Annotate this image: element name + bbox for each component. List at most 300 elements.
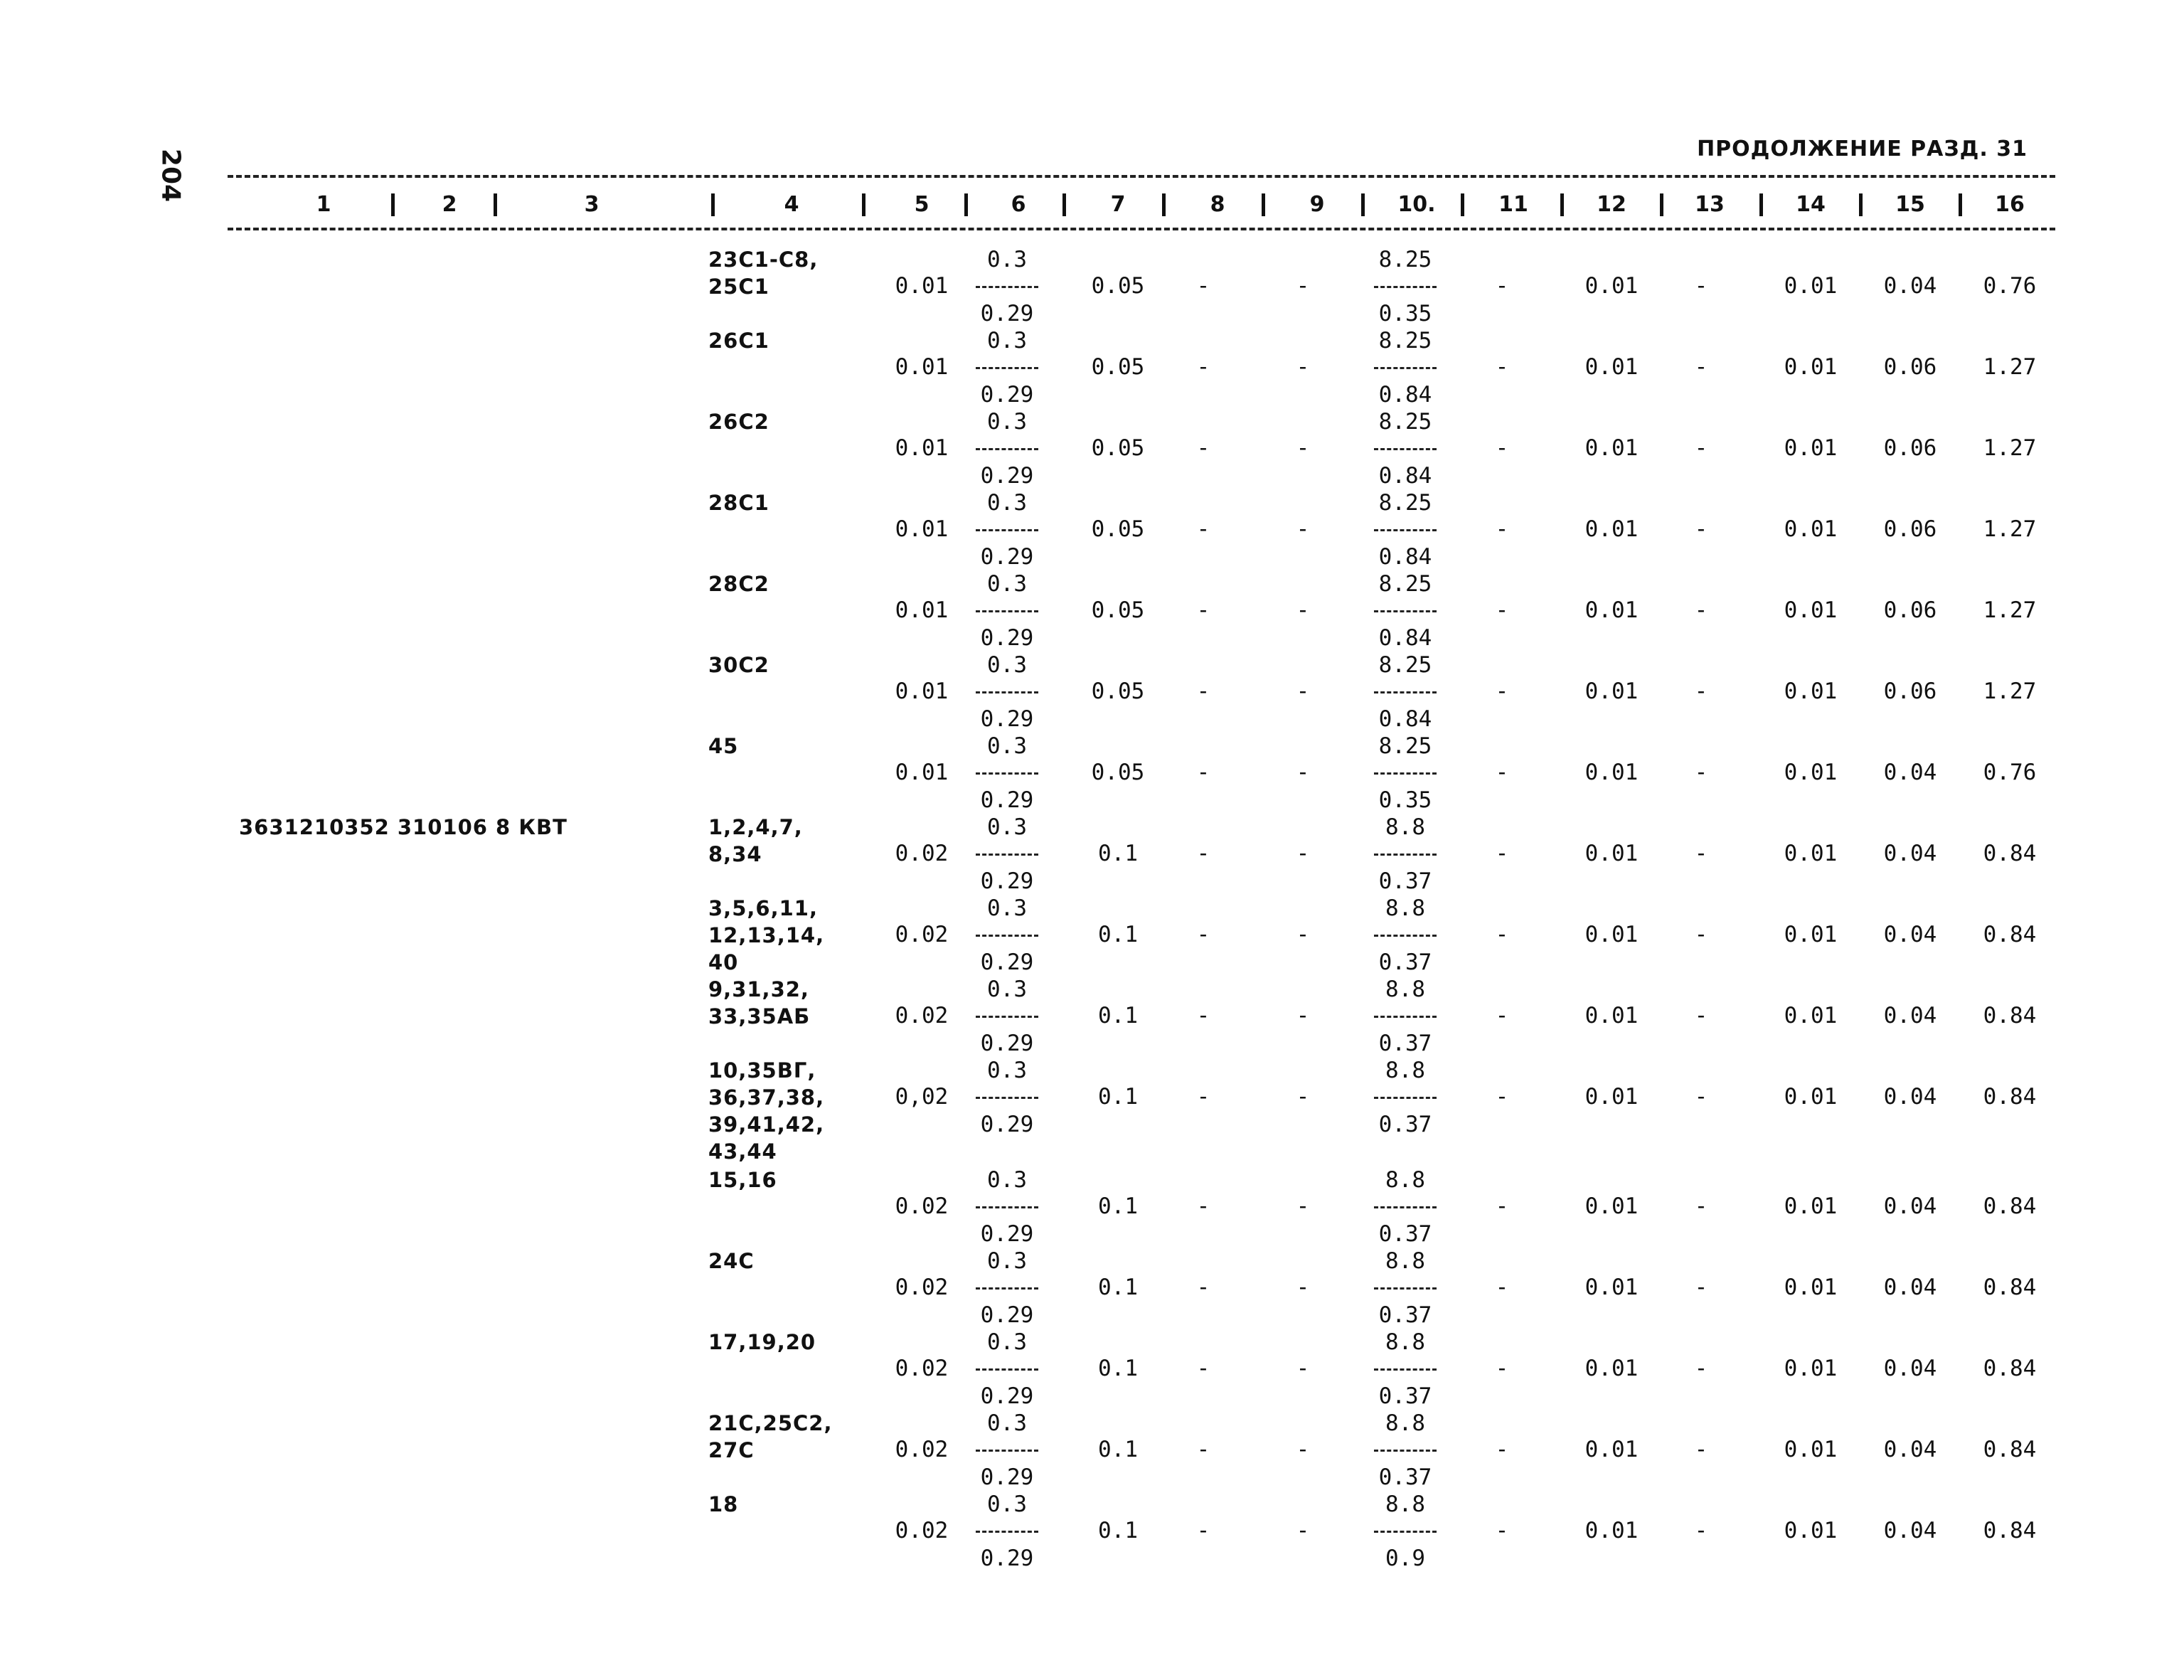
column-header-10: 10. — [1397, 192, 1436, 217]
column-separator — [1560, 193, 1564, 216]
row-name: 10,35ВГ, 36,37,38, 39,41,42, 43,44 — [708, 1058, 825, 1164]
cell-c15: 0.04 — [1883, 1193, 1937, 1219]
fraction-bar — [971, 1084, 1043, 1111]
cell-c16: 0.84 — [1983, 1356, 2037, 1381]
fraction-bar — [1370, 1275, 1441, 1302]
cell-c8: - — [1196, 1437, 1210, 1462]
cell-c5: 0.02 — [895, 841, 949, 866]
fraction-c10 — [1370, 814, 1441, 895]
fraction-denominator: 0.29 — [980, 950, 1034, 975]
fraction-denominator: 0.29 — [980, 868, 1034, 894]
fraction-bar — [1370, 679, 1441, 706]
fraction-numerator: 8.25 — [1378, 328, 1432, 353]
fraction-c6 — [971, 1057, 1043, 1138]
fraction-numerator: 0.3 — [987, 733, 1027, 759]
fraction-denominator: 0.29 — [980, 463, 1034, 489]
cell-c12: 0.01 — [1584, 1275, 1639, 1300]
cell-c15: 0.04 — [1883, 760, 1937, 785]
fraction-denominator: 0.29 — [980, 1383, 1034, 1409]
fraction-denominator: 0.29 — [980, 1302, 1034, 1328]
column-header-4: 4 — [784, 192, 799, 217]
cell-c7: 0.1 — [1098, 1437, 1138, 1462]
fraction-denominator: 0.9 — [1385, 1546, 1425, 1571]
fraction-c6 — [971, 408, 1043, 489]
cell-c13: - — [1694, 760, 1708, 785]
cell-c9: - — [1296, 597, 1310, 623]
fraction-bar — [1370, 597, 1441, 624]
cell-c15: 0.04 — [1883, 1084, 1937, 1110]
cell-c12: 0.01 — [1584, 760, 1639, 785]
cell-c11: - — [1495, 1518, 1509, 1543]
cell-c16: 0.76 — [1983, 273, 2037, 299]
cell-c11: - — [1495, 922, 1509, 947]
fraction-c6 — [971, 1491, 1043, 1572]
cell-c5: 0.02 — [895, 922, 949, 947]
fraction-bar — [1370, 435, 1441, 462]
top-rule — [228, 175, 2055, 178]
cell-c8: - — [1196, 597, 1210, 623]
column-header-16: 16 — [1995, 192, 2025, 217]
fraction-c10 — [1370, 1248, 1441, 1329]
fraction-denominator: 0.37 — [1378, 1302, 1432, 1328]
fraction-bar — [971, 841, 1043, 868]
cell-c5: 0,02 — [895, 1084, 949, 1110]
cell-c14: 0.01 — [1784, 597, 1838, 623]
cell-c9: - — [1296, 1084, 1310, 1110]
fraction-numerator: 0.3 — [987, 652, 1027, 678]
cell-c13: - — [1694, 1003, 1708, 1028]
fraction-numerator: 0.3 — [987, 1248, 1027, 1274]
fraction-c6 — [971, 1410, 1043, 1491]
cell-c11: - — [1495, 760, 1509, 785]
fraction-numerator: 8.25 — [1378, 490, 1432, 516]
fraction-denominator: 0.29 — [980, 1464, 1034, 1490]
cell-c15: 0.04 — [1883, 1275, 1937, 1300]
column-header-12: 12 — [1597, 192, 1626, 217]
fraction-c6 — [971, 814, 1043, 895]
fraction-numerator: 8.25 — [1378, 409, 1432, 435]
cell-c15: 0.04 — [1883, 273, 1937, 299]
fraction-c10 — [1370, 246, 1441, 327]
fraction-bar — [971, 922, 1043, 949]
fraction-bar — [971, 516, 1043, 543]
fraction-c10 — [1370, 1410, 1441, 1491]
fraction-bar — [971, 435, 1043, 462]
cell-c13: - — [1694, 1084, 1708, 1110]
cell-c16: 1.27 — [1983, 597, 2037, 623]
row-name: 15,16 — [708, 1168, 777, 1192]
cell-c8: - — [1196, 1193, 1210, 1219]
column-separator — [1759, 193, 1763, 216]
cell-c7: 0.05 — [1091, 760, 1145, 785]
cell-c5: 0.01 — [895, 435, 949, 461]
row-name: 23С1-С8, 25С1 — [708, 248, 819, 299]
cell-c15: 0.06 — [1883, 354, 1937, 380]
row-name: 21С,25С2, 27С — [708, 1411, 833, 1462]
column-header-9: 9 — [1309, 192, 1325, 217]
fraction-denominator: 0.84 — [1378, 625, 1432, 651]
cell-c15: 0.06 — [1883, 516, 1937, 542]
fraction-numerator: 0.3 — [987, 1492, 1027, 1517]
fraction-denominator: 0.84 — [1378, 463, 1432, 489]
cell-c16: 0.84 — [1983, 1003, 2037, 1028]
cell-c13: - — [1694, 435, 1708, 461]
cell-c13: - — [1694, 679, 1708, 704]
fraction-numerator: 0.3 — [987, 895, 1027, 921]
fraction-denominator: 0.37 — [1378, 1031, 1432, 1056]
column-separator — [964, 193, 968, 216]
cell-c7: 0.1 — [1098, 922, 1138, 947]
row-name: 26С2 — [708, 410, 769, 434]
fraction-denominator: 0.35 — [1378, 787, 1432, 813]
column-header-11: 11 — [1498, 192, 1528, 217]
fraction-c10 — [1370, 489, 1441, 570]
fraction-c6 — [971, 976, 1043, 1057]
column-header-5: 5 — [914, 192, 929, 217]
column-separator — [391, 193, 395, 216]
fraction-c6 — [971, 327, 1043, 408]
cell-c16: 1.27 — [1983, 354, 2037, 380]
cell-c13: - — [1694, 516, 1708, 542]
cell-c14: 0.01 — [1784, 516, 1838, 542]
cell-c14: 0.01 — [1784, 1193, 1838, 1219]
cell-c5: 0.01 — [895, 679, 949, 704]
fraction-denominator: 0.29 — [980, 544, 1034, 570]
fraction-numerator: 0.3 — [987, 977, 1027, 1002]
fraction-numerator: 8.25 — [1378, 247, 1432, 272]
row-name: 26С1 — [708, 329, 769, 353]
fraction-c10 — [1370, 895, 1441, 976]
fraction-c10 — [1370, 327, 1441, 408]
cell-c13: - — [1694, 273, 1708, 299]
fraction-c6 — [971, 246, 1043, 327]
fraction-c6 — [971, 1166, 1043, 1248]
cell-c9: - — [1296, 841, 1310, 866]
fraction-denominator: 0.37 — [1378, 868, 1432, 894]
fraction-denominator: 0.35 — [1378, 301, 1432, 326]
fraction-c10 — [1370, 976, 1441, 1057]
fraction-bar — [1370, 516, 1441, 543]
cell-c7: 0.05 — [1091, 354, 1145, 380]
fraction-bar — [971, 597, 1043, 624]
cell-c9: - — [1296, 922, 1310, 947]
fraction-c10 — [1370, 652, 1441, 733]
fraction-bar — [1370, 1356, 1441, 1383]
cell-c5: 0.01 — [895, 597, 949, 623]
cell-c12: 0.01 — [1584, 354, 1639, 380]
column-separator — [494, 193, 497, 216]
cell-c5: 0.01 — [895, 760, 949, 785]
column-header-14: 14 — [1796, 192, 1826, 217]
fraction-denominator: 0.29 — [980, 1031, 1034, 1056]
fraction-numerator: 0.3 — [987, 814, 1027, 840]
cell-c16: 1.27 — [1983, 679, 2037, 704]
column-separator — [1361, 193, 1365, 216]
row-name: 9,31,32, 33,35АБ — [708, 977, 811, 1028]
fraction-bar — [971, 760, 1043, 787]
column-separator — [1859, 193, 1863, 216]
cell-c11: - — [1495, 1437, 1509, 1462]
col1-label: 3631210352 310106 8 КВТ — [239, 815, 568, 839]
cell-c7: 0.05 — [1091, 273, 1145, 299]
cell-c14: 0.01 — [1784, 354, 1838, 380]
column-header-15: 15 — [1895, 192, 1925, 217]
cell-c11: - — [1495, 679, 1509, 704]
fraction-numerator: 8.8 — [1385, 1410, 1425, 1436]
fraction-bar — [1370, 760, 1441, 787]
fraction-bar — [971, 1275, 1043, 1302]
cell-c12: 0.01 — [1584, 679, 1639, 704]
fraction-bar — [971, 1193, 1043, 1221]
cell-c14: 0.01 — [1784, 435, 1838, 461]
fraction-bar — [971, 273, 1043, 300]
row-name: 30С2 — [708, 653, 769, 677]
table-header — [0, 192, 2184, 220]
cell-c14: 0.01 — [1784, 1356, 1838, 1381]
column-header-7: 7 — [1110, 192, 1126, 217]
column-separator — [1062, 193, 1066, 216]
cell-c12: 0.01 — [1584, 1356, 1639, 1381]
cell-c16: 0.84 — [1983, 1437, 2037, 1462]
cell-c7: 0.05 — [1091, 679, 1145, 704]
cell-c14: 0.01 — [1784, 922, 1838, 947]
column-separator — [1162, 193, 1166, 216]
column-header-3: 3 — [584, 192, 600, 217]
fraction-c6 — [971, 733, 1043, 814]
cell-c8: - — [1196, 760, 1210, 785]
cell-c16: 1.27 — [1983, 435, 2037, 461]
cell-c5: 0.02 — [895, 1275, 949, 1300]
cell-c8: - — [1196, 922, 1210, 947]
cell-c11: - — [1495, 1275, 1509, 1300]
section-title: ПРОДОЛЖЕНИЕ РАЗД. 31 — [1697, 137, 2028, 161]
cell-c14: 0.01 — [1784, 760, 1838, 785]
column-separator — [1262, 193, 1265, 216]
cell-c12: 0.01 — [1584, 516, 1639, 542]
cell-c8: - — [1196, 1084, 1210, 1110]
cell-c15: 0.04 — [1883, 1437, 1937, 1462]
fraction-denominator: 0.29 — [980, 706, 1034, 732]
cell-c7: 0.05 — [1091, 516, 1145, 542]
cell-c13: - — [1694, 1518, 1708, 1543]
fraction-numerator: 0.3 — [987, 409, 1027, 435]
cell-c9: - — [1296, 1003, 1310, 1028]
cell-c9: - — [1296, 679, 1310, 704]
fraction-bar — [1370, 841, 1441, 868]
fraction-denominator: 0.37 — [1378, 1112, 1432, 1137]
cell-c5: 0.02 — [895, 1437, 949, 1462]
cell-c12: 0.01 — [1584, 922, 1639, 947]
fraction-denominator: 0.29 — [980, 787, 1034, 813]
fraction-numerator: 0.3 — [987, 247, 1027, 272]
cell-c8: - — [1196, 1275, 1210, 1300]
fraction-bar — [1370, 273, 1441, 300]
cell-c12: 0.01 — [1584, 1084, 1639, 1110]
fraction-bar — [1370, 1437, 1441, 1464]
fraction-denominator: 0.84 — [1378, 706, 1432, 732]
fraction-numerator: 8.8 — [1385, 977, 1425, 1002]
cell-c13: - — [1694, 1356, 1708, 1381]
row-name: 18 — [708, 1492, 739, 1516]
fraction-numerator: 8.8 — [1385, 814, 1425, 840]
fraction-denominator: 0.29 — [980, 1546, 1034, 1571]
cell-c13: - — [1694, 354, 1708, 380]
fraction-denominator: 0.37 — [1378, 950, 1432, 975]
column-separator — [862, 193, 865, 216]
fraction-bar — [1370, 1518, 1441, 1545]
fraction-denominator: 0.84 — [1378, 544, 1432, 570]
cell-c12: 0.01 — [1584, 597, 1639, 623]
cell-c8: - — [1196, 1518, 1210, 1543]
cell-c8: - — [1196, 516, 1210, 542]
fraction-numerator: 0.3 — [987, 328, 1027, 353]
fraction-numerator: 8.8 — [1385, 895, 1425, 921]
cell-c14: 0.01 — [1784, 1003, 1838, 1028]
cell-c16: 0.84 — [1983, 1275, 2037, 1300]
cell-c12: 0.01 — [1584, 435, 1639, 461]
cell-c16: 1.27 — [1983, 516, 2037, 542]
column-separator — [1461, 193, 1464, 216]
cell-c8: - — [1196, 679, 1210, 704]
row-name: 24С — [708, 1249, 755, 1273]
cell-c14: 0.01 — [1784, 1518, 1838, 1543]
fraction-c6 — [971, 489, 1043, 570]
row-name: 28С1 — [708, 491, 769, 515]
fraction-bar — [1370, 1003, 1441, 1030]
fraction-numerator: 0.3 — [987, 1058, 1027, 1083]
fraction-bar — [1370, 354, 1441, 381]
cell-c9: - — [1296, 1518, 1310, 1543]
cell-c15: 0.06 — [1883, 597, 1937, 623]
cell-c5: 0.02 — [895, 1356, 949, 1381]
header-rule — [228, 228, 2055, 230]
cell-c16: 0.84 — [1983, 841, 2037, 866]
cell-c14: 0.01 — [1784, 841, 1838, 866]
fraction-numerator: 8.8 — [1385, 1058, 1425, 1083]
cell-c5: 0.01 — [895, 516, 949, 542]
cell-c16: 0.84 — [1983, 1518, 2037, 1543]
cell-c11: - — [1495, 597, 1509, 623]
fraction-numerator: 8.8 — [1385, 1248, 1425, 1274]
cell-c7: 0.05 — [1091, 435, 1145, 461]
column-header-8: 8 — [1210, 192, 1225, 217]
fraction-denominator: 0.84 — [1378, 382, 1432, 408]
fraction-c10 — [1370, 1491, 1441, 1572]
fraction-numerator: 0.3 — [987, 571, 1027, 597]
cell-c13: - — [1694, 1275, 1708, 1300]
cell-c9: - — [1296, 435, 1310, 461]
page-number: 204 — [156, 148, 186, 203]
fraction-denominator: 0.29 — [980, 382, 1034, 408]
cell-c11: - — [1495, 1003, 1509, 1028]
fraction-c6 — [971, 652, 1043, 733]
column-header-13: 13 — [1695, 192, 1725, 217]
cell-c11: - — [1495, 435, 1509, 461]
fraction-numerator: 8.8 — [1385, 1329, 1425, 1355]
cell-c11: - — [1495, 273, 1509, 299]
column-header-2: 2 — [442, 192, 457, 217]
cell-c8: - — [1196, 1356, 1210, 1381]
cell-c11: - — [1495, 1193, 1509, 1219]
cell-c7: 0.1 — [1098, 1193, 1138, 1219]
row-name: 28С2 — [708, 572, 769, 596]
fraction-bar — [1370, 1084, 1441, 1111]
fraction-c6 — [971, 1248, 1043, 1329]
cell-c11: - — [1495, 1084, 1509, 1110]
cell-c5: 0.01 — [895, 354, 949, 380]
cell-c15: 0.06 — [1883, 435, 1937, 461]
column-separator — [711, 193, 715, 216]
cell-c16: 0.76 — [1983, 760, 2037, 785]
fraction-c6 — [971, 895, 1043, 976]
cell-c11: - — [1495, 1356, 1509, 1381]
cell-c9: - — [1296, 354, 1310, 380]
cell-c7: 0.1 — [1098, 1275, 1138, 1300]
cell-c15: 0.06 — [1883, 679, 1937, 704]
cell-c15: 0.04 — [1883, 1003, 1937, 1028]
column-separator — [1959, 193, 1962, 216]
cell-c13: - — [1694, 1437, 1708, 1462]
cell-c12: 0.01 — [1584, 273, 1639, 299]
fraction-denominator: 0.29 — [980, 1221, 1034, 1247]
fraction-bar — [971, 1356, 1043, 1383]
cell-c9: - — [1296, 1193, 1310, 1219]
fraction-bar — [971, 354, 1043, 381]
cell-c14: 0.01 — [1784, 1437, 1838, 1462]
cell-c7: 0.1 — [1098, 1003, 1138, 1028]
cell-c12: 0.01 — [1584, 1518, 1639, 1543]
cell-c14: 0.01 — [1784, 679, 1838, 704]
fraction-numerator: 0.3 — [987, 1167, 1027, 1193]
cell-c8: - — [1196, 435, 1210, 461]
cell-c9: - — [1296, 1356, 1310, 1381]
column-header-6: 6 — [1011, 192, 1026, 217]
cell-c9: - — [1296, 760, 1310, 785]
fraction-c10 — [1370, 1057, 1441, 1138]
cell-c9: - — [1296, 1275, 1310, 1300]
fraction-c10 — [1370, 1329, 1441, 1410]
fraction-numerator: 8.25 — [1378, 571, 1432, 597]
fraction-numerator: 8.25 — [1378, 733, 1432, 759]
column-separator — [1660, 193, 1663, 216]
cell-c15: 0.04 — [1883, 841, 1937, 866]
cell-c16: 0.84 — [1983, 1193, 2037, 1219]
fraction-bar — [971, 1003, 1043, 1030]
cell-c8: - — [1196, 273, 1210, 299]
fraction-numerator: 8.8 — [1385, 1167, 1425, 1193]
cell-c12: 0.01 — [1584, 841, 1639, 866]
cell-c16: 0.84 — [1983, 922, 2037, 947]
cell-c5: 0.02 — [895, 1193, 949, 1219]
row-name: 1,2,4,7, 8,34 — [708, 815, 803, 866]
cell-c16: 0.84 — [1983, 1084, 2037, 1110]
cell-c8: - — [1196, 354, 1210, 380]
cell-c7: 0.1 — [1098, 1356, 1138, 1381]
row-name: 3,5,6,11, 12,13,14, 40 — [708, 896, 825, 974]
cell-c15: 0.04 — [1883, 922, 1937, 947]
fraction-c10 — [1370, 1166, 1441, 1248]
fraction-numerator: 0.3 — [987, 490, 1027, 516]
cell-c8: - — [1196, 841, 1210, 866]
fraction-c10 — [1370, 733, 1441, 814]
cell-c12: 0.01 — [1584, 1193, 1639, 1219]
fraction-c6 — [971, 570, 1043, 652]
cell-c12: 0.01 — [1584, 1437, 1639, 1462]
cell-c7: 0.1 — [1098, 1518, 1138, 1543]
cell-c13: - — [1694, 597, 1708, 623]
fraction-bar — [971, 679, 1043, 706]
cell-c13: - — [1694, 922, 1708, 947]
